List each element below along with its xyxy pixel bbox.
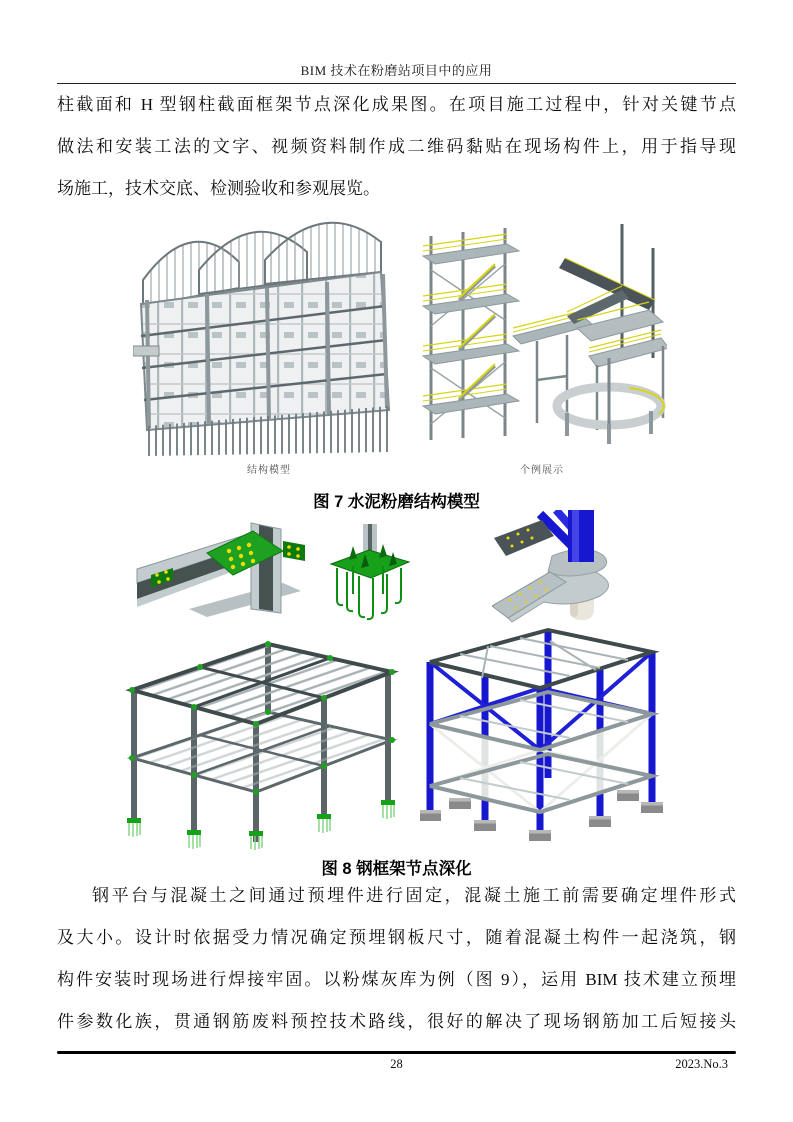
fig7-left-label: 结构模型 bbox=[247, 465, 291, 476]
paragraph-2 bbox=[57, 875, 736, 1043]
fig8-pipe-column-joint-image bbox=[492, 510, 627, 625]
fig8-beam-column-joint-image bbox=[133, 517, 313, 617]
fig7-example-display-image bbox=[417, 208, 667, 455]
paragraph-2-line-2: 及大小。设计时依据受力情况确定预埋钢板尺寸，随着混凝土构件一起浇筑，钢 bbox=[57, 928, 736, 947]
footer-page-number: 28 bbox=[390, 1057, 403, 1071]
footer-rule bbox=[57, 1051, 736, 1054]
paragraph-1-line-1: 柱截面和 H 型钢柱截面框架节点深化成果图。在项目施工过程中，针对关键节点 bbox=[57, 95, 736, 114]
footer-issue-label: 2023.No.3 bbox=[675, 1057, 728, 1071]
paragraph-1-line-3: 场施工，技术交底、检测验收和参观展览。 bbox=[57, 179, 380, 198]
paragraph-2-line-1: 钢平台与混凝土之间通过预埋件进行固定，混凝土施工前需要确定埋件形式 bbox=[92, 886, 736, 905]
paragraph-2-line-4: 件参数化族，贯通钢筋废料预控技术路线，很好的解决了现场钢筋加工后短接头 bbox=[57, 1012, 736, 1031]
paragraph-1 bbox=[57, 84, 736, 210]
paragraph-1-line-2: 做法和安装工法的文字、视频资料制作成二维码黏贴在现场构件上，用于指导现 bbox=[57, 137, 736, 156]
fig7-structural-model-image bbox=[133, 200, 405, 460]
fig8-column-base-plate-image bbox=[327, 522, 412, 622]
fig8-steel-frame-green-joints-image bbox=[120, 628, 400, 850]
paragraph-2-line-3: 构件安装时现场进行焊接牢固。以粉煤灰库为例（图 9），运用 BIM 技术建立预埋 bbox=[57, 970, 736, 989]
figure-8-caption: 图 8 钢框架节点深化 bbox=[321, 860, 472, 878]
figure-7-caption: 图 7 水泥粉磨结构模型 bbox=[313, 493, 480, 511]
fig7-right-label: 个例展示 bbox=[520, 465, 564, 476]
fig8-steel-frame-blue-columns-image bbox=[420, 618, 665, 850]
page-header-title: BIM 技术在粉磨站项目中的应用 bbox=[300, 63, 493, 78]
